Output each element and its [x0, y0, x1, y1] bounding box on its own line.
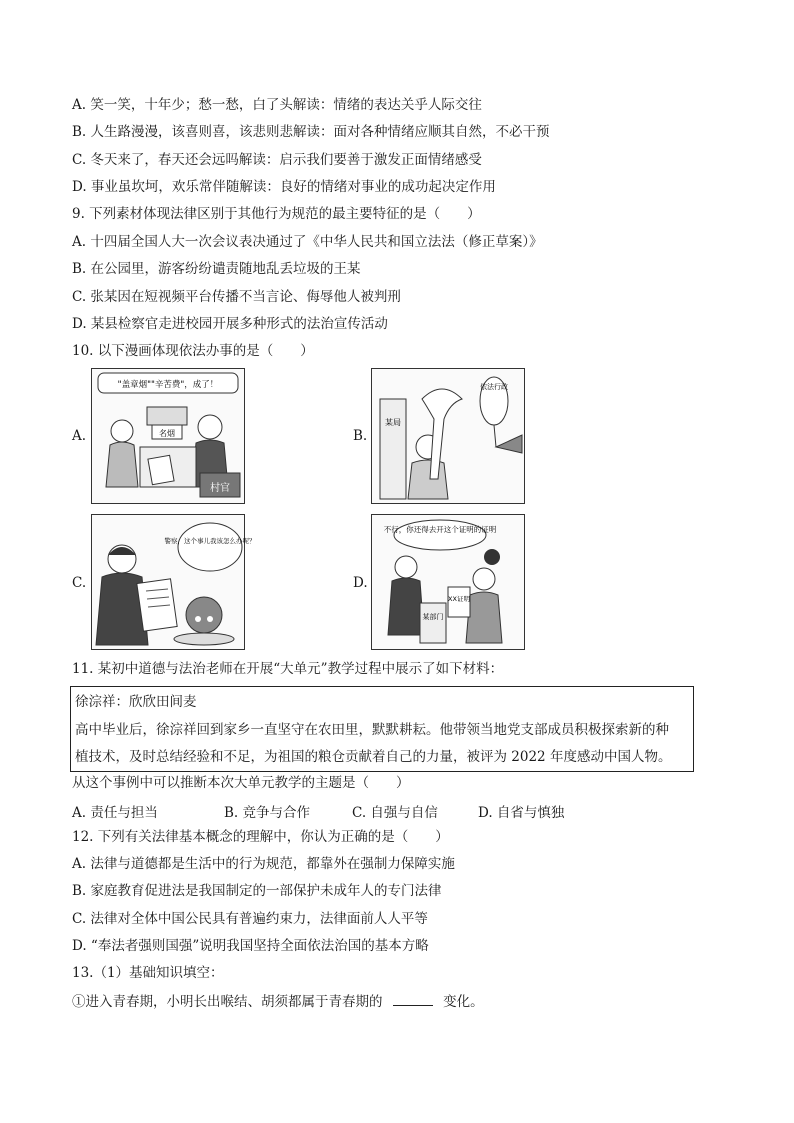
q8-option-a: A. 笑一笑，十年少；愁一愁，白了头解读：情绪的表达关乎人际交往: [72, 97, 482, 113]
q11-material-box: [70, 686, 694, 772]
cartoon-a-drawing: [92, 369, 244, 503]
cartoon-a: [91, 368, 245, 504]
q11-question: 从这个事例中可以推断本次大单元教学的主题是（ ）: [72, 775, 410, 791]
q13-item-1-suffix: 变化。: [443, 994, 484, 1010]
cartoon-c: [91, 514, 256, 650]
q8-option-c: C. 冬天来了，春天还会远吗解读：启示我们要善于激发正面情绪感受: [72, 152, 482, 168]
q13-item-1-text: ①进入青春期，小明长出喉结、胡须都属于青春期的: [72, 994, 383, 1010]
cartoon-a-sign-text: 村官: [210, 483, 230, 494]
cartoon-b: [371, 368, 525, 504]
cartoon-c-bubble-text: 警察，这个事儿我该怎么办呢？: [164, 537, 256, 545]
cartoon-a-bubble-text: "盖章烟""辛苦费"，成了！: [117, 380, 219, 390]
q9-option-a: A. 十四届全国人大一次会议表决通过了《中华人民共和国立法法（修正草案）》: [72, 234, 543, 250]
cartoon-d-bubble-text: 不行，你还得去开这个证明的证明: [383, 525, 497, 534]
q13-blank[interactable]: [393, 992, 433, 1006]
q10-stem: 10. 以下漫画体现依法办事的是（ ）: [72, 343, 314, 359]
q9-stem: 9. 下列素材体现法律区别于其他行为规范的最主要特征的是（ ）: [72, 206, 481, 222]
q9-option-c: C. 张某因在短视频平台传播不当言论、侮辱他人被判刑: [72, 289, 401, 305]
q11-stem: 11. 某初中道德与法治老师在开展“大单元”教学过程中展示了如下材料：: [72, 661, 504, 677]
q11-option-d: D. 自省与慎独: [478, 805, 565, 821]
q12-option-d: D. “奉法者强则国强”说明我国坚持全面依法治国的基本方略: [72, 938, 429, 954]
q12-option-c: C. 法律对全体中国公民具有普遍约束力，法律面前人人平等: [72, 911, 428, 927]
q10-label-a: A.: [72, 428, 87, 444]
cartoon-a-stamp-text: 名烟: [159, 429, 175, 438]
q11-option-b: B. 竞争与合作: [224, 805, 311, 821]
cartoon-b-balloon-text: 依法行政: [480, 383, 508, 391]
q11-box-line-1: 高中毕业后，徐淙祥回到家乡一直坚守在农田里，默默耕耘。他带领当地党支部成员积极探索新的种: [75, 722, 669, 738]
q9-option-b: B. 在公园里，游客纷纷谴责随地乱丢垃圾的王某: [72, 261, 361, 277]
cartoon-d: [371, 514, 525, 650]
cartoon-c-drawing: [92, 515, 256, 649]
q10-label-d: D.: [353, 575, 368, 591]
q11-option-c: C. 自强与自信: [352, 805, 438, 821]
q12-option-b: B. 家庭教育促进法是我国制定的一部保护未成年人的专门法律: [72, 883, 442, 899]
cartoon-d-drawing: [372, 515, 524, 649]
cartoon-d-doc-text: XX证明: [448, 595, 470, 603]
q12-stem: 12. 下列有关法律基本概念的理解中，你认为正确的是（ ）: [72, 829, 449, 845]
q9-option-d: D. 某县检察官走进校园开展多种形式的法治宣传活动: [72, 316, 388, 332]
q11-option-a: A. 责任与担当: [72, 805, 158, 821]
q12-option-a: A. 法律与道德都是生活中的行为规范，都靠外在强制力保障实施: [72, 856, 455, 872]
q13-item-1: [72, 992, 484, 1011]
q10-label-b: B.: [353, 428, 368, 444]
q10-label-c: C.: [72, 575, 87, 591]
cartoon-b-drawing: [372, 369, 524, 503]
q13-stem: 13.（1）基础知识填空：: [72, 965, 224, 981]
q11-box-title: 徐淙祥：欣欣田间麦: [75, 694, 197, 710]
q8-option-d: D. 事业虽坎坷，欢乐常伴随解读：良好的情绪对事业的成功起决定作用: [72, 179, 496, 195]
q11-options: [72, 801, 692, 821]
q11-box-line-2: 植技术，及时总结经验和不足，为祖国的粮仓贡献着自己的力量，被评为 2022 年度感动中国人物。: [75, 749, 672, 765]
cartoon-d-desk-text: 某部门: [422, 613, 444, 621]
q8-option-b: B. 人生路漫漫，该喜则喜，该悲则悲解读：面对各种情绪应顺其自然，不必干预: [72, 124, 550, 140]
cartoon-b-sign-text: 某局: [385, 418, 401, 427]
